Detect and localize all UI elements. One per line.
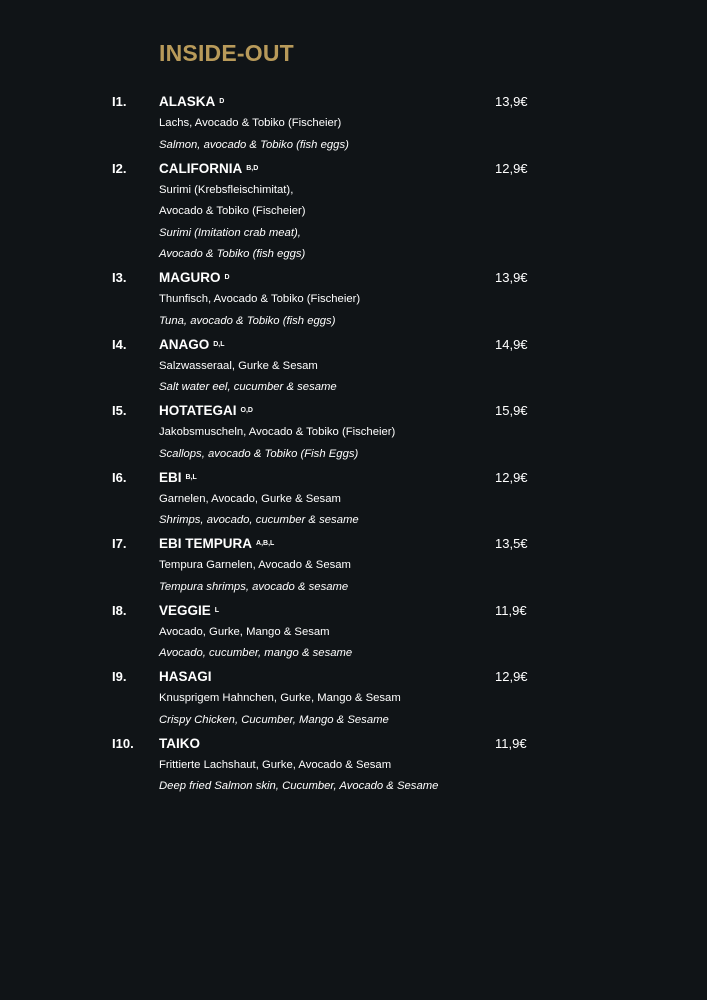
item-name-row	[159, 91, 707, 113]
item-price: 11,9€	[495, 602, 527, 618]
item-name: VEGGIE	[159, 602, 211, 618]
menu-item	[0, 398, 707, 465]
item-code: I10.	[112, 735, 134, 751]
item-code: I1.	[112, 94, 127, 109]
item-name-row	[159, 666, 707, 688]
item-description-de: Salzwasseraal, Gurke & Sesam	[159, 359, 318, 372]
item-name-row	[159, 467, 707, 489]
item-price: 13,5€	[495, 536, 528, 551]
item-allergens: B,D	[246, 164, 259, 172]
menu-item	[0, 664, 707, 731]
item-description-en: Tuna, avocado & Tobiko (fish eggs)	[159, 314, 336, 327]
item-price: 11,9€	[495, 735, 527, 751]
menu-item	[0, 531, 707, 598]
item-description-en: Salmon, avocado & Tobiko (fish eggs)	[159, 138, 349, 151]
item-name-row	[159, 733, 707, 755]
menu-item	[0, 598, 707, 665]
item-allergens: O,D	[240, 407, 253, 415]
item-price: 14,9€	[495, 336, 528, 352]
menu-list	[0, 89, 707, 797]
menu-item	[0, 156, 707, 266]
item-name: ANAGO	[159, 336, 210, 352]
item-name: CALIFORNIA	[159, 160, 243, 176]
item-price: 12,9€	[495, 469, 528, 485]
item-description-en: Salt water eel, cucumber & sesame	[159, 381, 337, 394]
item-description-en: Avocado, cucumber, mango & sesame	[159, 647, 353, 660]
item-description-de: Lachs, Avocado & Tobiko (Fischeier)	[159, 117, 342, 130]
item-description-en: Deep fried Salmon skin, Cucumber, Avocado & Sesame	[159, 780, 439, 793]
item-code: I4.	[112, 336, 127, 352]
menu-item	[0, 265, 707, 332]
item-code: I9.	[112, 669, 127, 684]
item-code: I2.	[112, 160, 127, 176]
item-price: 13,9€	[495, 94, 528, 109]
item-price: 15,9€	[495, 403, 528, 418]
item-description-en: Tempura shrimps, avocado & sesame	[159, 580, 349, 593]
item-allergens: A,B,L	[256, 540, 275, 548]
item-allergens: B,L	[185, 473, 197, 481]
item-description-en: Avocado & Tobiko (fish eggs)	[159, 248, 306, 261]
item-name: ALASKA	[159, 94, 216, 110]
item-price: 12,9€	[495, 160, 528, 176]
item-price: 12,9€	[495, 669, 528, 684]
item-name-row	[159, 400, 707, 422]
item-description-de: Surimi (Krebsfleischimitat),	[159, 183, 294, 196]
item-description-en: Crispy Chicken, Cucumber, Mango & Sesame	[159, 713, 389, 726]
item-name-row	[159, 600, 707, 622]
menu-item	[0, 731, 707, 798]
item-name-row	[159, 267, 707, 289]
item-name-row	[159, 533, 707, 555]
item-name: MAGURO	[159, 270, 221, 286]
item-description-en: Shrimps, avocado, cucumber & sesame	[159, 514, 359, 527]
menu-item	[0, 332, 707, 399]
item-description-de: Avocado & Tobiko (Fischeier)	[159, 205, 306, 218]
item-allergens: L	[214, 606, 220, 614]
item-code: I7.	[112, 536, 127, 551]
section-title: INSIDE-OUT	[159, 40, 294, 66]
item-allergens: D	[224, 274, 230, 282]
item-name-row	[159, 334, 707, 356]
item-name: HASAGI	[159, 669, 212, 685]
item-code: I5.	[112, 403, 127, 418]
item-description-de: Avocado, Gurke, Mango & Sesam	[159, 625, 330, 638]
item-name: HOTATEGAI	[159, 403, 237, 419]
item-allergens: D,L	[213, 340, 225, 348]
item-name: EBI TEMPURA	[159, 536, 253, 552]
item-price: 13,9€	[495, 270, 528, 285]
item-description-en: Scallops, avocado & Tobiko (Fish Eggs)	[159, 447, 359, 460]
item-description-de: Tempura Garnelen, Avocado & Sesam	[159, 559, 351, 572]
item-description-de: Jakobsmuscheln, Avocado & Tobiko (Fischeier)	[159, 426, 396, 439]
menu-item	[0, 89, 707, 156]
menu-item	[0, 465, 707, 532]
item-code: I6.	[112, 469, 127, 485]
item-description-en: Surimi (Imitation crab meat),	[159, 226, 301, 239]
item-description-de: Thunfisch, Avocado & Tobiko (Fischeier)	[159, 293, 361, 306]
item-allergens: D	[219, 98, 225, 106]
item-name: EBI	[159, 469, 182, 485]
item-description-de: Frittierte Lachshaut, Gurke, Avocado & Sesam	[159, 758, 392, 771]
item-description-de: Garnelen, Avocado, Gurke & Sesam	[159, 492, 341, 505]
item-code: I3.	[112, 270, 127, 285]
item-name: TAIKO	[159, 735, 200, 751]
item-name-row	[159, 158, 707, 180]
item-code: I8.	[112, 602, 127, 618]
item-description-de: Knusprigem Hahnchen, Gurke, Mango & Sesam	[159, 692, 401, 705]
